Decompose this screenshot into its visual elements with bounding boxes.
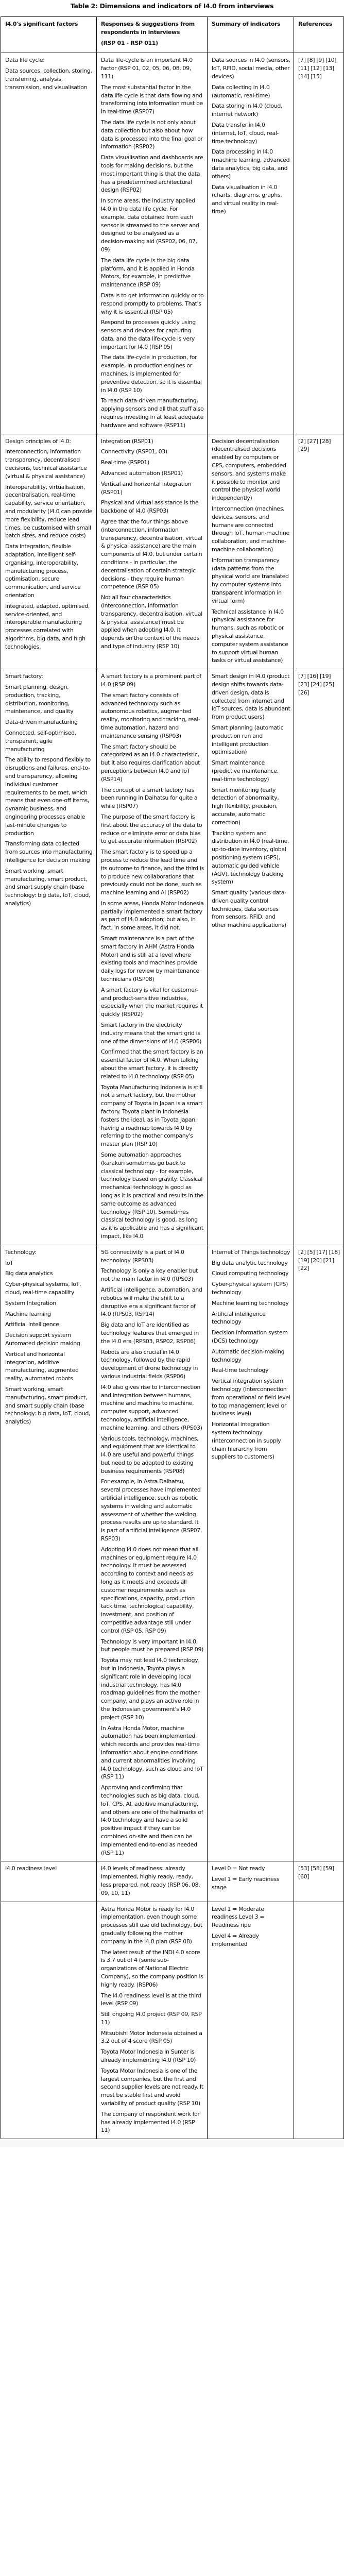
factor-paragraph: Smart working, smart manufacturing, smart product, and smart supply chain (base technology: big data, IoT, cloud, analytics) — [5, 1385, 91, 1426]
factor-paragraph: Big data analytics — [5, 1270, 53, 1277]
response-paragraph: Various tools, technology, machines, and equipment that are identical to I4.0 are useful and powerful things but need to be adapted to existing business requirements (RSP08) — [101, 1435, 199, 1475]
cell-responses — [97, 434, 208, 669]
factor-paragraph: Connected, self-optimised, transparent, agile manufacturing — [5, 729, 76, 753]
dimensions-indicators-table — [1, 16, 344, 2139]
indicator-paragraph: Smart maintenance (predictive maintenance, real-time technology) — [212, 759, 279, 783]
header-text: References — [298, 21, 332, 27]
factor-paragraph: Smart factory: — [5, 673, 43, 680]
response-paragraph: Confirmed that the smart factory is an essential factor of I4.0. When talking about the smart factory, it is directly related to I4.0 technology (RSP 05) — [101, 1048, 203, 1080]
response-paragraph: Big data and IoT are identified as technology features that emerged in the I4.0 era (RPS03, RSP02, RSP06) — [101, 1321, 199, 1345]
indicator-paragraph: Cyber-physical system (CPS) technology — [212, 1281, 288, 1296]
reference-list: [7] [16] [19] [23] [24] [25] [26] — [298, 673, 334, 696]
factor-paragraph: Data sources, collection, storing, transferring, analysis, transmission, and visualisation — [5, 67, 92, 91]
response-paragraph: The data life-cycle in production, for example, in production engines or machines, is implemented for preventive detection, so it is essential in I4.0 (RSP 10) — [101, 354, 202, 394]
header-text: Responses & suggestions from respondents in interviews — [101, 21, 195, 36]
table-row — [1, 434, 344, 669]
response-paragraph: The purpose of the smart factory is first about the accuracy of the data to reduce or eliminate error or data bias to get accurate information (RSP02) — [101, 813, 202, 845]
factor-paragraph: Interconnection, information transparency, decentralised decisions, technical assistance (virtual & physical assistance) — [5, 448, 87, 480]
header-text: I4.0's significant factors — [5, 21, 78, 27]
indicator-paragraph: Smart monitoring (early detection of abnormality, high flexibility, precision, accurate, automatic correction) — [212, 786, 279, 826]
response-paragraph: Agree that the four things above (interconnection, information transparency, decentralisation, virtual & physical assistance) are the main components of I4.0, but under certain conditions - in particular, the decentralisation of certain strategic decisions - they require human competence (RSP 05) — [101, 518, 202, 590]
indicator-paragraph: Data processing in I4.0 (machine learning, advanced data analytics, big data, and others) — [212, 148, 290, 180]
response-paragraph: Astra Honda Motor is ready for I4.0 implementation, even though some processes still use old technology, but gradually following the mother company in the I4.0 plan (RSP 08) — [101, 1905, 202, 1945]
response-paragraph: Real-time (RSP01) — [101, 459, 149, 466]
response-paragraph: The I4.0 readiness level is at the third level (RSP 09) — [101, 1992, 201, 2007]
factor-paragraph: Cyber-physical systems, IoT, cloud, real-time capability — [5, 1281, 81, 1296]
reference-list: [53] [58] [59] [60] — [298, 1865, 334, 1880]
cell-indicators — [208, 434, 294, 669]
response-paragraph: A smart factory is vital for customer- and product-sensitive industries, especially when the market requires it quickly (RSP02) — [101, 986, 203, 1018]
response-paragraph: The smart factory is to speed up a process to reduce the lead time and its outcome to finance, and the third is to produce new collaborations that previously could not be done, such as machine learning and AI (RSP02) — [101, 849, 204, 896]
response-paragraph: Approving and confirming that technologies such as big data, cloud, IoT, CPS, AI, additive manufacturing, and others are one of the hallmarks of I4.0 technology and have a solid positive impact if they can be combined on-site and then can be implemented end-to-end as needed (RSP 11) — [101, 1784, 203, 1856]
response-paragraph: Connectivity (RSP01, 03) — [101, 448, 167, 455]
header-summary-indicators — [208, 17, 294, 53]
factor-paragraph: Interoperability, virtualisation, decentralisation, real-time capability, service orientation, and modularity (I4.0 can provide more flexibility, reduce lead times, be customised with small batch sizes, and reduce costs) — [5, 483, 93, 539]
response-paragraph: Integration (RSP01) — [101, 437, 153, 445]
cell-factor — [1, 1902, 97, 2139]
factor-paragraph: The ability to respond flexibly to disruptions and failures, end-to-end transparency, allowing individual customer requirements to be met, which means that even one-off items, dynamic business, and engineering processes enable last-minute changes to production — [5, 756, 91, 837]
response-paragraph: Robots are also crucial in I4.0 technology, followed by the rapid development of drone technology in various industrial fields (RSP06) — [101, 1348, 198, 1380]
table-row — [1, 1245, 344, 1861]
factor-paragraph: Data life cycle: — [5, 57, 45, 64]
indicator-paragraph: Smart planning (automatic production run and intelligent production optimisation) — [212, 724, 284, 756]
factor-paragraph: Design principles of I4.0: — [5, 437, 71, 445]
factor-paragraph: I4.0 readiness level — [5, 1865, 57, 1872]
cell-factor — [1, 53, 97, 434]
response-paragraph: Data life-cycle is an important I4.0 factor (RSP 01, 02, 05, 06, 08, 09, 111) — [101, 57, 193, 80]
response-paragraph: I4.0 levels of readiness: already implemented, highly ready, ready, less prepared, not ready (RSP 06, 08, 09, 10, 11) — [101, 1865, 200, 1896]
factor-paragraph: Data integration, flexible adaptation, intelligent self-organising, interoperability, manufacturing process, optimisation, secure communication, and service orientation — [5, 543, 81, 599]
cell-indicators — [208, 669, 294, 1245]
page-bottom-margin — [0, 2140, 344, 2147]
factor-paragraph: IoT — [5, 1259, 13, 1266]
indicator-paragraph: Big data analytic technology — [212, 1259, 288, 1266]
table-body — [1, 53, 344, 2139]
cell-references — [294, 669, 344, 1245]
response-paragraph: Some automation approaches (karakuri sometimes go back to classical technology - for example, technology based on gravity. Classical mechanical technology is good as long as it is practical and results in the same outcome as advanced technology (RSP 10). Sometimes classical technology is good, as long as it is applicable and has a significant impact, like I4.0 — [101, 1151, 203, 1240]
response-paragraph: A smart factory is a prominent part of I4.0 (RSP 09) — [101, 673, 201, 688]
indicator-paragraph: Artificial intelligence technology — [212, 1310, 266, 1326]
factor-paragraph: Transforming data collected from sources into manufacturing intelligence for decision making — [5, 840, 93, 863]
indicator-paragraph: Machine learning technology — [212, 1299, 289, 1307]
response-paragraph: Mitsubishi Motor Indonesia obtained a 3.2 out of 4 score (RSP 05) — [101, 2029, 202, 2045]
indicator-paragraph: Decision decentralisation (decentralised decisions enabled by computers or CPS, computers, embedded sensors, and systems make it possible to monitor and control the physical world independently) — [212, 437, 286, 502]
indicator-paragraph: Interconnection (machines, devices, sensors, and humans are connected through IoT, human-machine collaboration, and machine-machine collaboration) — [212, 505, 289, 553]
cell-factor — [1, 1861, 97, 1902]
indicator-paragraph: Technical assistance in I4.0 (physical assistance for humans, such as robotic or physical assistance, computer system assistance to support virtual human tasks or virtual assistance) — [212, 608, 288, 664]
indicator-paragraph: Tracking system and distribution in I4.0 (real-time, up-to-date inventory, global positioning system (GPS), automatic guided vehicle (AGV), technology tracking system) — [212, 829, 289, 886]
table-row — [1, 669, 344, 1245]
indicator-paragraph: Decision information system (DCS) technology — [212, 1329, 288, 1344]
indicator-paragraph: Cloud computing technology — [212, 1270, 289, 1277]
factor-paragraph: Smart working, smart manufacturing, smart product, and smart supply chain (base technology: big data, IoT, cloud, analytics) — [5, 867, 91, 907]
indicator-paragraph: Vertical integration system technology (interconnection from operational or field level to top management level or business level) — [212, 1378, 290, 1417]
response-paragraph: The data life cycle is the big data platform, and it is applied in Honda Motors, for example, in predictive maintenance (RSP 09) — [101, 257, 195, 289]
response-paragraph: The smart factory should be categorized as an I4.0 characteristic, but it also requires clarification about perceptions between I4.0 and IoT (RSP14) — [101, 743, 200, 783]
cell-references — [294, 434, 344, 669]
header-responses — [97, 17, 208, 53]
table-row — [1, 1861, 344, 1902]
response-paragraph: Artificial intelligence, automation, and robotics will make the shift to a disruptive era a significant factor of I4.0 (RPS03, RSP14) — [101, 1286, 202, 1318]
response-paragraph: Smart factory in the electricity industry means that the smart grid is one of the dimensions of I4.0 (RSP06) — [101, 1022, 202, 1045]
response-paragraph: Adopting I4.0 does not mean that all machines or equipment require I4.0 technology. It must be assessed according to context and needs as long as it meets and exceeds all customer requirements such as specifications, capacity, production tack time, technological capability, investment, and position of competitive advantage still under control (RSP 05, RSP 09) — [101, 1546, 199, 1634]
indicator-paragraph: Data visualisation in I4.0 (charts, diagrams, graphs, and virtual reality in real-time) — [212, 183, 282, 215]
indicator-paragraph: Information transparency (data patterns from the physical world are translated by computer systems into transparent information in virtual form) — [212, 556, 289, 604]
indicator-paragraph: Smart design in I4.0 (product design shifts towards data-driven design, data is collected from internet and IoT sources, data is abundant from product users) — [212, 673, 290, 721]
indicator-paragraph: Data storing in I4.0 (cloud, internet network) — [212, 103, 283, 118]
factor-paragraph: Artificial intelligence — [5, 1321, 59, 1328]
indicator-paragraph: Data transfer in I4.0 (internet, IoT, cloud, real-time technology) — [212, 121, 279, 145]
response-paragraph: Toyota Manufacturing Indonesia is still not a smart factory, but the mother company of Toyota in Japan is a smart factory. Toyota plant in Indonesia fosters the ideal, as in Toyota Japan, having a roadmap towards I4.0 by referring to the mother company's master plan (RSP 10) — [101, 1083, 203, 1148]
response-paragraph: Data visualisation and dashboards are tools for making decisions, but the most important thing is that the data has a predetermined architectural design (RSP02) — [101, 154, 203, 194]
cell-factor — [1, 1245, 97, 1861]
header-references — [294, 17, 344, 53]
factor-paragraph: System Integration — [5, 1299, 56, 1307]
header-significant-factors — [1, 17, 97, 53]
cell-indicators — [208, 1861, 294, 1902]
response-paragraph: Technology is very important in I4.0, but people must be prepared (RSP 09) — [101, 1638, 204, 1653]
response-paragraph: In Astra Honda Motor, machine automation has been implemented, which records and provides real-time information about engine conditions and current abnormalities involving I4.0 technology, such as cloud and IoT (RSP 11) — [101, 1724, 203, 1781]
indicator-paragraph: Horizontal integration system technology (interconnection in supply chain hierarchy from suppliers to customers) — [212, 1421, 281, 1461]
indicator-paragraph: Data collecting in I4.0 (automatic, real-time) — [212, 83, 270, 99]
header-text: (RSP 01 - RSP 011) — [101, 39, 158, 46]
cell-references — [294, 1861, 344, 1902]
cell-factor — [1, 434, 97, 669]
indicator-paragraph: Level 1 = Moderate readiness Level 3 = Readiness ripe — [212, 1905, 265, 1929]
response-paragraph: The smart factory consists of advanced technology such as autonomous robotics, augmented reality, monitoring and tracking, real-time automation, hazard and maintenance sensing (RSP03) — [101, 691, 200, 739]
cell-responses — [97, 669, 208, 1245]
response-paragraph: The most substantial factor in the data life cycle is that data flowing and transforming into information must be in real-time (RSP07) — [101, 83, 203, 115]
factor-paragraph: Vertical and horizontal integration, additive manufacturing, augmented reality, automated robots — [5, 1350, 79, 1382]
cell-references — [294, 53, 344, 434]
response-paragraph: Toyota Motor Indonesia in Sunter is already implementing I4.0 (RSP 10) — [101, 2048, 196, 2064]
header-text: Summary of indicators — [212, 21, 281, 27]
reference-list: [7] [8] [9] [10] [11] [12] [13] [14] [15] — [298, 57, 337, 80]
cell-indicators — [208, 53, 294, 434]
cell-responses — [97, 1861, 208, 1902]
cell-responses — [97, 1902, 208, 2139]
response-paragraph: Vertical and horizontal integration (RSP01) — [101, 480, 192, 496]
response-paragraph: Physical and virtual assistance is the backbone of I4.0 (RSP03) — [101, 499, 199, 515]
table-header-row — [1, 17, 344, 53]
cell-references — [294, 1902, 344, 2139]
response-paragraph: In some areas, the industry applied I4.0 in the data life cycle. For example, data obtained from each sensor is streamed to the server and designed to be analysed as a decision-making aid (RSP02, 06, 07, 09) — [101, 197, 199, 253]
table-row — [1, 1902, 344, 2139]
cell-responses — [97, 53, 208, 434]
response-paragraph: The company of respondent work for has already implemented I4.0 (RSP 11) — [101, 2110, 200, 2134]
factor-paragraph: Machine learning — [5, 1310, 51, 1317]
response-paragraph: Not all four characteristics (interconnection, information transparency, decentralisation, virtual & physical assistance) must be applied when adopting I4.0. It depends on the context of the needs and type of industry (RSP 10) — [101, 594, 202, 650]
indicator-paragraph: Smart quality (various data-driven quality control techniques, data sources from sensors, RFID, and other machine applications) — [212, 889, 286, 929]
response-paragraph: Toyota Motor Indonesia is one of the largest companies, but the first and second supplier levels are not ready. It must be stable first and avoid variability of product quality (RSP 10) — [101, 2067, 203, 2107]
response-paragraph: Advanced automation (RSP01) — [101, 470, 183, 477]
indicator-paragraph: Internet of Things technology — [212, 1248, 290, 1256]
cell-responses — [97, 1245, 208, 1861]
cell-indicators — [208, 1245, 294, 1861]
factor-paragraph: Decision support system Automated decision making — [5, 1332, 80, 1347]
indicator-paragraph: Level 4 = Already implemented — [212, 1932, 259, 1947]
factor-paragraph: Integrated, adapted, optimised, service-oriented, and interoperable manufacturing processes correlated with algorithms, big data, and high technologies. — [5, 602, 90, 650]
response-paragraph: Respond to processes quickly using sensors and devices for capturing data, and the data life-cycle is very important for I4.0 (RSP 05) — [101, 319, 196, 350]
response-paragraph: Smart maintenance is a part of the smart factory in AHM (Astra Honda Motor) and is still at a level where existing tools and machines provide daily logs for review by maintenance technicians (RSP08) — [101, 935, 199, 983]
response-paragraph: Toyota may not lead I4.0 technology, but in Indonesia, Toyota plays a significant role in developing local industrial technology, has I4.0 roadmap guidelines from the mother company, and plays an active role in the Indonesian government's I4.0 project (RSP 10) — [101, 1657, 200, 1721]
reference-list: [2] [27] [28] [29] — [298, 437, 331, 453]
response-paragraph: Still ongoing I4.0 project (RSP 09, RSP 11) — [101, 2011, 202, 2026]
response-paragraph: The latest result of the INDI 4.0 score is 3.7 out of 4 (some sub-organizations of National Electric Company), so the company position is highly ready. (RSP06) — [101, 1948, 203, 1988]
reference-list: [2] [5] [17] [18] [19] [20] [21] [22] — [298, 1248, 340, 1272]
indicator-paragraph: Level 1 = Early readiness stage — [212, 1876, 280, 1891]
indicator-paragraph: Real-time technology — [212, 1367, 269, 1374]
cell-factor — [1, 669, 97, 1245]
response-paragraph: Technology is only a key enabler but not the main factor in I4.0 (RPS03) — [101, 1267, 198, 1283]
response-paragraph: The data life cycle is not only about data collection but also about how data is processed into the final goal or information (RSP02) — [101, 118, 203, 150]
factor-paragraph: Smart planning, design, production, tracking, distribution, monitoring, maintenance, and quality — [5, 683, 74, 715]
response-paragraph: In some areas, Honda Motor Indonesia partially implemented a smart factory as part of I4.0 adoption; but also, in fact, in some areas, it did not. — [101, 900, 204, 931]
response-paragraph: To reach data-driven manufacturing, applying sensors and all that stuff also requires investing in at least adequate hardware and software (RSP11) — [101, 397, 204, 429]
response-paragraph: For example, in Astra Daihatsu, several processes have implemented artificial intelligence, such as robotic systems in welding and automatic assessment of whether the welding process results are up to standard. It is part of artificial intelligence (RSP07, RSP03) — [101, 1478, 202, 1543]
factor-paragraph: Technology: — [5, 1248, 37, 1256]
cell-references — [294, 1245, 344, 1861]
indicator-paragraph: Level 0 = Not ready — [212, 1865, 265, 1872]
table-caption: Table 2: Dimensions and indicators of I4.0 from interviews — [70, 2, 274, 10]
indicator-paragraph: Data sources in I4.0 (sensors, IoT, RFID, social media, other devices) — [212, 57, 290, 80]
table-row — [1, 53, 344, 434]
factor-paragraph: Data-driven manufacturing — [5, 719, 78, 726]
response-paragraph: The concept of a smart factory has been running in Daihatsu for quite a while (RSP07) — [101, 786, 198, 810]
response-paragraph: 5G connectivity is a part of I4.0 technology (RPS03) — [101, 1248, 184, 1264]
response-paragraph: I4.0 also gives rise to interconnection and integration between humans, machine and machine to machine, computer support, advanced technology, artificial intelligence, machine learning, and others (RPS03) — [101, 1383, 202, 1431]
indicator-paragraph: Automatic decision-making technology — [212, 1348, 285, 1363]
cell-indicators — [208, 1902, 294, 2139]
response-paragraph: Data is to get information quickly or to respond promptly to problems. That's why it is essential (RSP 05) — [101, 292, 204, 315]
